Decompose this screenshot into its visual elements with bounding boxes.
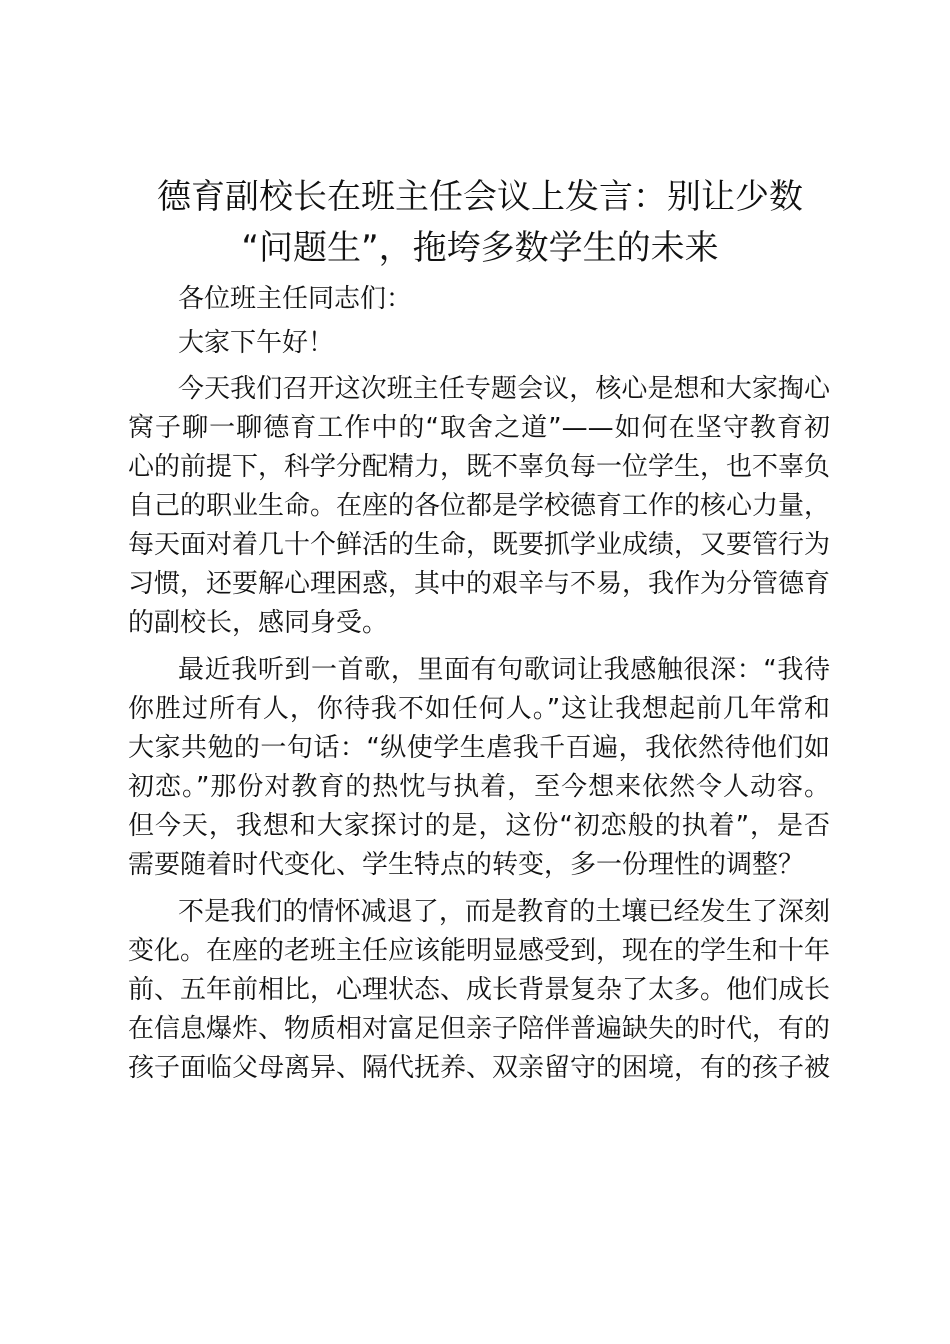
paragraph-line: 前、五年前相比，心理状态、成长背景复杂了太多。他们成长 bbox=[128, 975, 831, 1005]
paragraph-line: 的副校长，感同身受。 bbox=[128, 608, 389, 638]
paragraph-line: 变化。在座的老班主任应该能明显感受到，现在的学生和十年 bbox=[128, 936, 831, 966]
paragraph-line: 孩子面临父母离异、隔代抚养、双亲留守的困境，有的孩子被 bbox=[128, 1053, 831, 1083]
paragraph-line: 初恋。”那份对教育的热忱与执着，至今想来依然令人动容。 bbox=[128, 772, 830, 802]
paragraph-line: 习惯，还要解心理困惑，其中的艰辛与不易，我作为分管德育 bbox=[128, 569, 831, 599]
paragraph-line: 心的前提下，科学分配精力，既不辜负每一位学生，也不辜负 bbox=[128, 452, 831, 482]
paragraph-line: 大家共勉的一句话：“纵使学生虐我千百遍，我依然待他们如 bbox=[128, 733, 830, 763]
greeting-text: 大家下午好！ bbox=[178, 328, 335, 358]
paragraph-line: 需要随着时代变化、学生特点的转变，多一份理性的调整？ bbox=[128, 850, 805, 880]
paragraph-line: 自己的职业生命。在座的各位都是学校德育工作的核心力量， bbox=[128, 491, 831, 521]
paragraph-line: 但今天，我想和大家探讨的是，这份“初恋般的执着”，是否 bbox=[128, 811, 830, 841]
paragraph-3 bbox=[128, 893, 830, 1088]
paragraph-2 bbox=[128, 651, 830, 885]
paragraph-line: 不是我们的情怀减退了，而是教育的土壤已经发生了深刻 bbox=[178, 897, 830, 927]
paragraph-1 bbox=[128, 370, 830, 643]
greeting bbox=[128, 324, 830, 363]
paragraph-line: 你胜过所有人，你待我不如任何人。”这让我想起前几年常和 bbox=[128, 694, 830, 724]
paragraph-line: 在信息爆炸、物质相对富足但亲子陪伴普遍缺失的时代，有的 bbox=[128, 1014, 831, 1044]
title-line: 德育副校长在班主任会议上发言：别让少数 bbox=[157, 177, 803, 217]
salutation bbox=[128, 280, 830, 319]
document-body bbox=[128, 280, 830, 1088]
paragraph-line: 最近我听到一首歌，里面有句歌词让我感触很深：“我待 bbox=[178, 655, 830, 685]
paragraph-line: 每天面对着几十个鲜活的生命，既要抓学业成绩，又要管行为 bbox=[128, 530, 831, 560]
document-title bbox=[120, 172, 840, 274]
salutation-text: 各位班主任同志们： bbox=[178, 284, 413, 314]
paragraph-line: 今天我们召开这次班主任专题会议，核心是想和大家掏心 bbox=[178, 374, 830, 404]
paragraph-line: 窝子聊一聊德育工作中的“取舍之道”——如何在坚守教育初 bbox=[128, 413, 830, 443]
title-line: “问题生”，拖垮多数学生的未来 bbox=[241, 228, 719, 268]
